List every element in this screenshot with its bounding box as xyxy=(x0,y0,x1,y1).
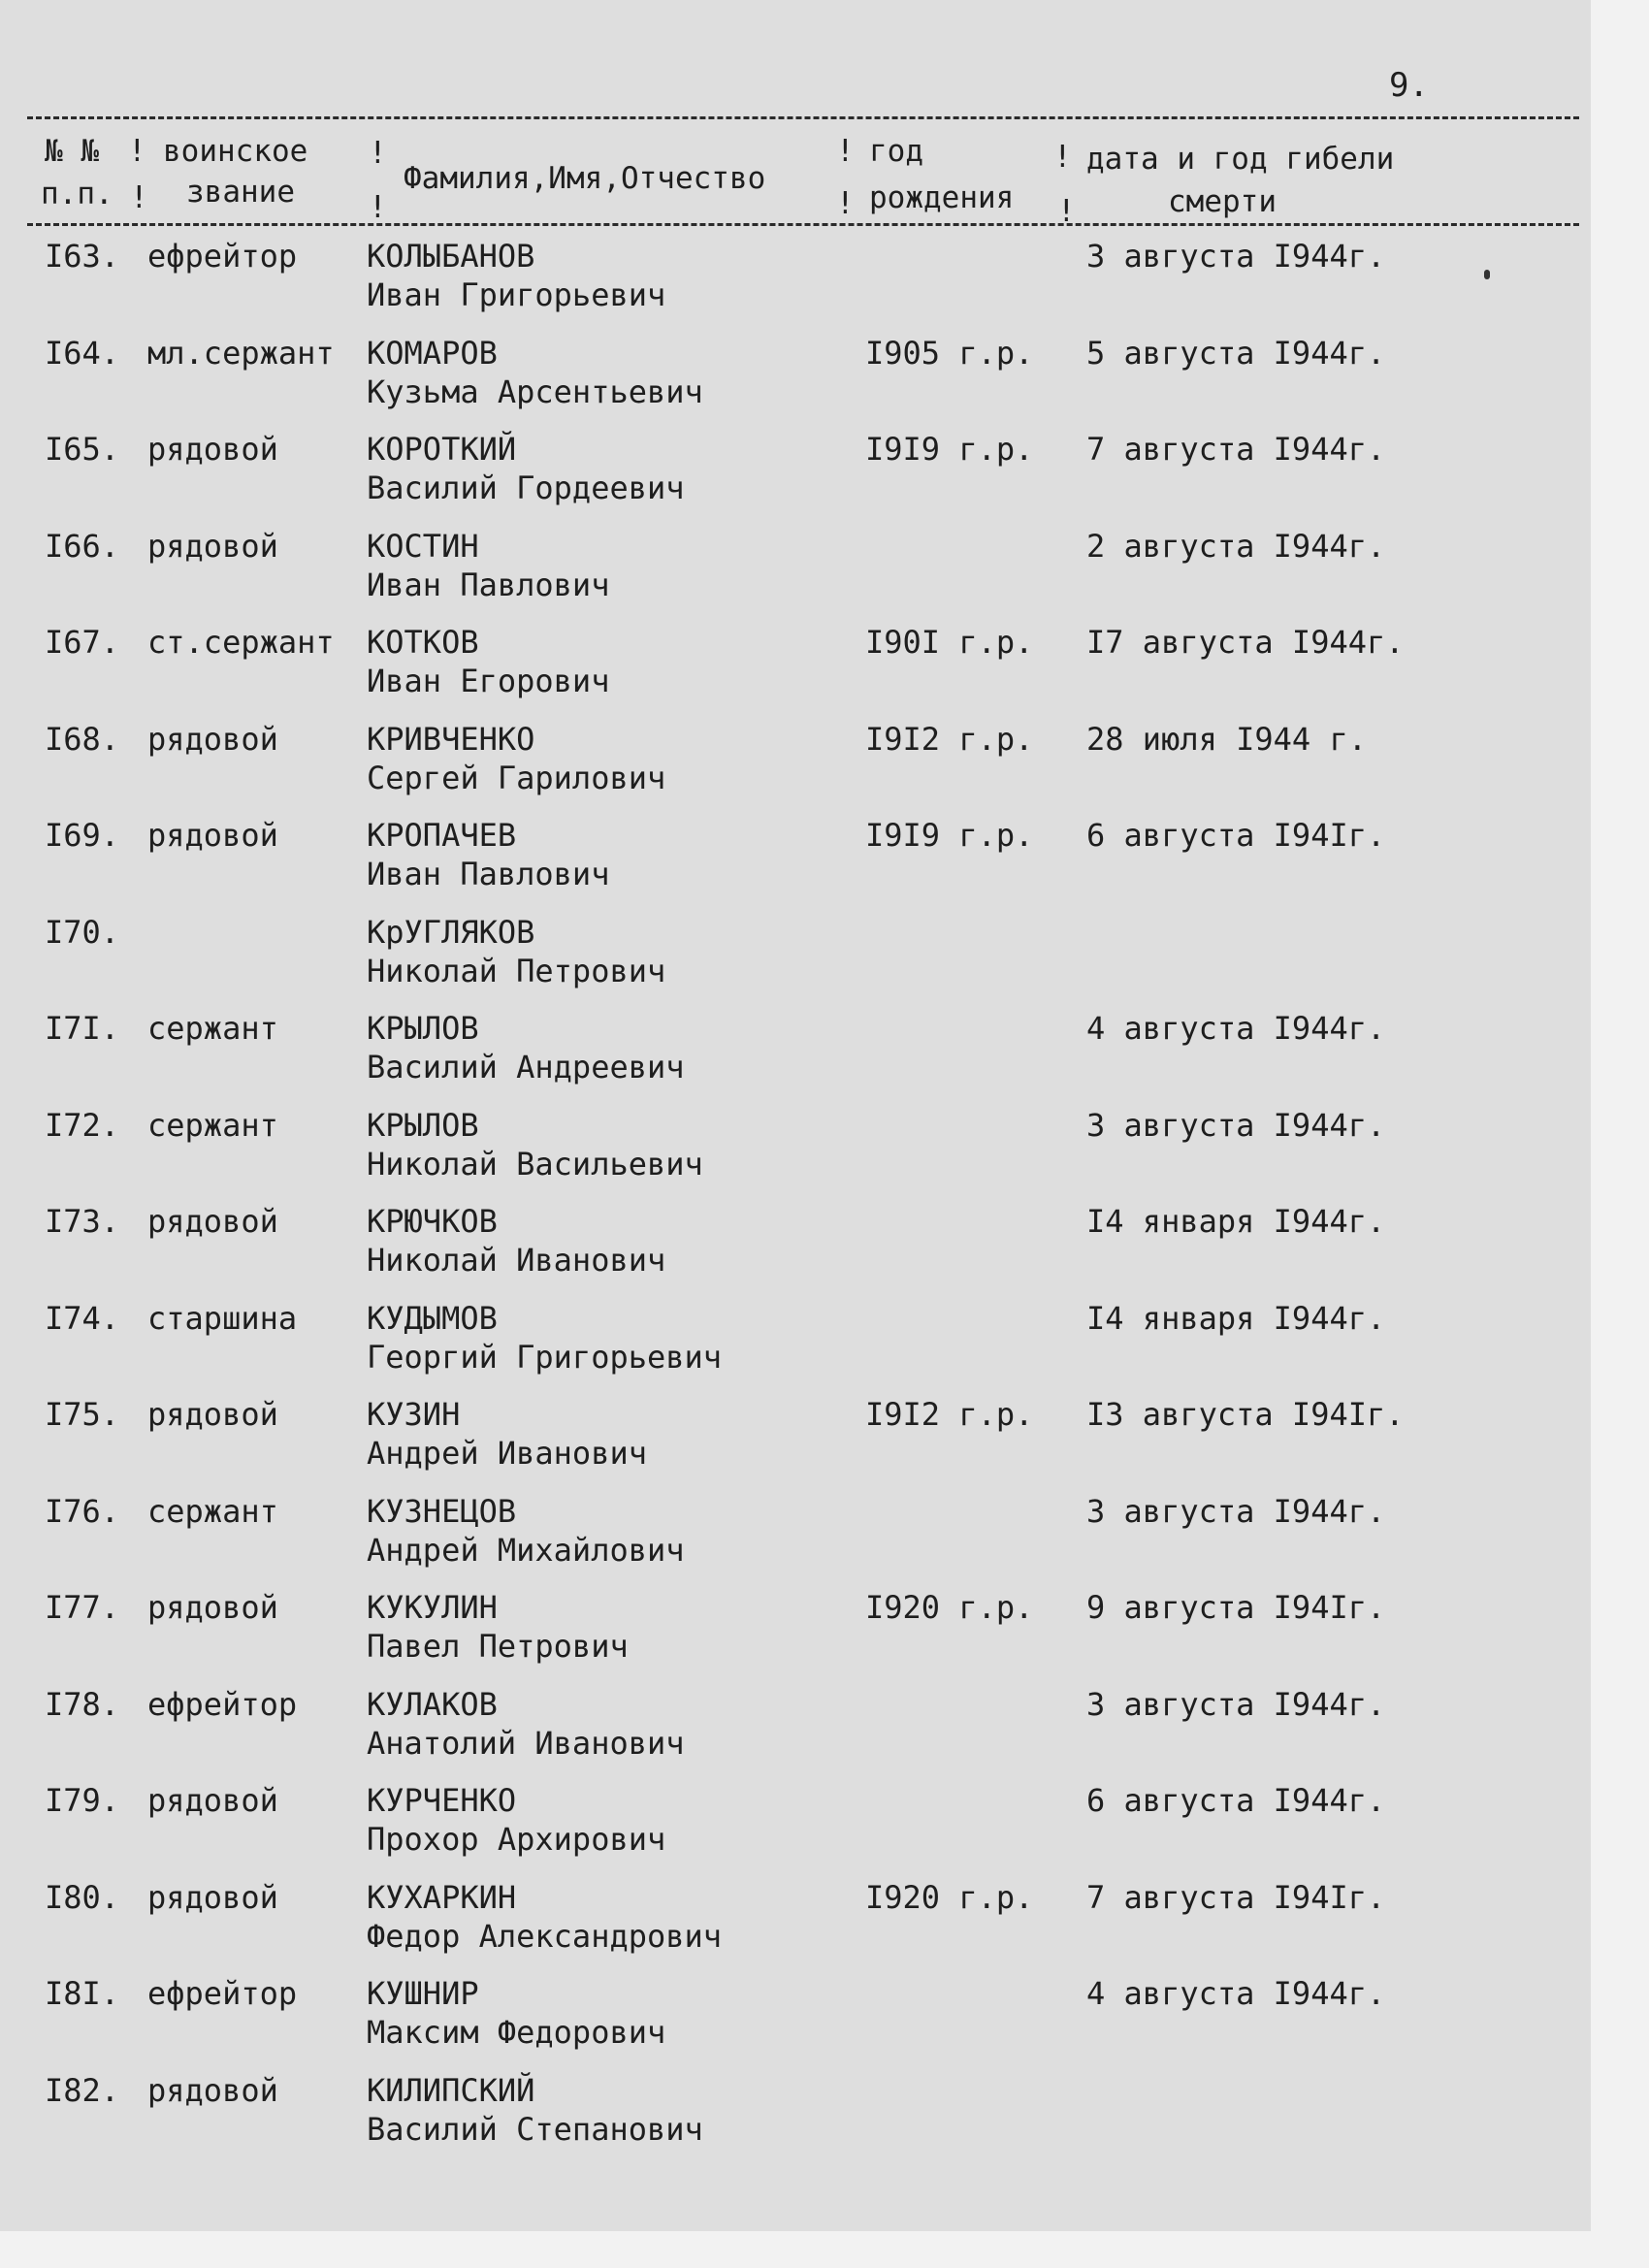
entry-rank: рядовой xyxy=(147,528,278,565)
entry-given-names: Андрей Иванович xyxy=(367,1435,647,1472)
header-rank-line1: воинское xyxy=(163,134,308,169)
entry-given-names: Анатолий Иванович xyxy=(367,1725,685,1762)
entry-rank: рядовой xyxy=(147,1203,278,1240)
entry-rank: ефрейтор xyxy=(147,1975,298,2012)
entry-given-names: Андрей Михайлович xyxy=(367,1532,685,1569)
entry-surname: КУКУЛИН xyxy=(367,1589,498,1626)
header-year-line2: рождения xyxy=(869,180,1015,215)
header-num-line1: № № xyxy=(45,134,99,169)
entry-given-names: Василий Степанович xyxy=(367,2111,703,2148)
entry-rank: рядовой xyxy=(147,1782,278,1819)
header-separator: ! xyxy=(1053,140,1072,175)
header-name: Фамилия,Имя,Отчество xyxy=(404,161,766,196)
entry-rank: сержант xyxy=(147,1107,278,1144)
entry-rank: сержант xyxy=(147,1493,278,1530)
entry-death-date: 6 августа I944г. xyxy=(1086,1782,1386,1819)
entry-rank: мл.сержант xyxy=(147,335,335,372)
entry-given-names: Иван Григорьевич xyxy=(367,276,666,313)
entry-birth-year: I9I2 г.р. xyxy=(865,721,1034,758)
entry-given-names: Иван Павлович xyxy=(367,567,610,603)
entry-number: I63. xyxy=(45,238,120,275)
entry-surname: КОМАРОВ xyxy=(367,335,498,372)
table-row xyxy=(0,1588,1591,1685)
entry-given-names: Иван Павлович xyxy=(367,856,610,892)
entry-number: I65. xyxy=(45,431,120,468)
entry-rank: рядовой xyxy=(147,1589,278,1626)
entry-rank: ефрейтор xyxy=(147,1686,298,1723)
entry-death-date: 3 августа I944г. xyxy=(1086,1107,1386,1144)
entry-number: I70. xyxy=(45,914,120,951)
table-row xyxy=(0,1299,1591,1396)
entry-death-date: I4 января I944г. xyxy=(1086,1203,1386,1240)
header-separator: ! xyxy=(836,134,855,169)
entry-birth-year: I920 г.р. xyxy=(865,1589,1034,1626)
entry-number: I75. xyxy=(45,1396,120,1433)
entry-given-names: Федор Александрович xyxy=(367,1918,723,1955)
entry-rank: сержант xyxy=(147,1010,278,1047)
entry-given-names: Георгий Григорьевич xyxy=(367,1339,723,1376)
entry-given-names: Василий Андреевич xyxy=(367,1049,685,1085)
entry-number: I72. xyxy=(45,1107,120,1144)
entry-death-date: I3 августа I94Iг. xyxy=(1086,1396,1405,1433)
header-rule-bottom xyxy=(27,223,1579,226)
entry-rank: старшина xyxy=(147,1300,298,1337)
table-row xyxy=(0,237,1591,334)
entry-death-date: I4 января I944г. xyxy=(1086,1300,1386,1337)
entry-given-names: Николай Петрович xyxy=(367,953,666,989)
entry-number: I64. xyxy=(45,335,120,372)
entry-birth-year: I905 г.р. xyxy=(865,335,1034,372)
entry-number: I69. xyxy=(45,817,120,854)
header-date-line1: дата и год гибели xyxy=(1086,142,1395,177)
entry-death-date: 4 августа I944г. xyxy=(1086,1010,1386,1047)
table-row xyxy=(0,2071,1591,2168)
entry-surname: КУЗНЕЦОВ xyxy=(367,1493,517,1530)
entry-death-date: 28 июля I944 г. xyxy=(1086,721,1367,758)
header-rank-line2: звание xyxy=(186,175,295,210)
table-row xyxy=(0,1202,1591,1299)
entry-death-date: 9 августа I94Iг. xyxy=(1086,1589,1386,1626)
entry-number: I67. xyxy=(45,624,120,661)
header-num-line2: п.п. xyxy=(41,177,113,211)
entry-birth-year: I9I9 г.р. xyxy=(865,817,1034,854)
entry-number: I74. xyxy=(45,1300,120,1337)
table-row xyxy=(0,720,1591,817)
entry-given-names: Иван Егорович xyxy=(367,663,610,699)
entry-surname: КУЛАКОВ xyxy=(367,1686,498,1723)
table-row xyxy=(0,1009,1591,1106)
table-row xyxy=(0,816,1591,913)
entry-death-date: 2 августа I944г. xyxy=(1086,528,1386,565)
entry-number: I73. xyxy=(45,1203,120,1240)
entry-death-date: 5 августа I944г. xyxy=(1086,335,1386,372)
entry-surname: КОТКОВ xyxy=(367,624,479,661)
entry-rank: рядовой xyxy=(147,721,278,758)
scan-margin-bottom xyxy=(0,2231,1649,2268)
entry-death-date: 7 августа I944г. xyxy=(1086,431,1386,468)
entry-surname: КОСТИН xyxy=(367,528,479,565)
entry-rank: рядовой xyxy=(147,1396,278,1433)
entry-rank: рядовой xyxy=(147,817,278,854)
header-separator: ! xyxy=(128,134,146,169)
entry-rank: рядовой xyxy=(147,431,278,468)
entry-given-names: Максим Федорович xyxy=(367,2014,666,2051)
entry-surname: КУРЧЕНКО xyxy=(367,1782,517,1819)
entry-rank: рядовой xyxy=(147,2072,278,2109)
header-date-line2: смерти xyxy=(1168,184,1277,219)
entry-death-date: 7 августа I94Iг. xyxy=(1086,1879,1386,1916)
entry-surname: КУЗИН xyxy=(367,1396,461,1433)
entry-rank: ст.сержант xyxy=(147,624,335,661)
entry-surname: КИЛИПСКИЙ xyxy=(367,2072,535,2109)
header-rule-top xyxy=(27,116,1579,119)
entry-surname: КрУГЛЯКОВ xyxy=(367,914,535,951)
entry-surname: КУДЫМОВ xyxy=(367,1300,498,1337)
entry-number: I78. xyxy=(45,1686,120,1723)
entry-given-names: Павел Петрович xyxy=(367,1628,629,1665)
page-number: 9. xyxy=(1389,66,1429,105)
entry-surname: КРЮЧКОВ xyxy=(367,1203,498,1240)
entry-given-names: Сергей Гарилович xyxy=(367,760,666,796)
header-separator: ! xyxy=(369,190,387,225)
header-year-line1: год xyxy=(869,134,923,169)
entry-birth-year: I920 г.р. xyxy=(865,1879,1034,1916)
entry-surname: КРОПАЧЕВ xyxy=(367,817,517,854)
entry-number: I80. xyxy=(45,1879,120,1916)
table-row xyxy=(0,527,1591,624)
entry-surname: КУХАРКИН xyxy=(367,1879,517,1916)
entry-number: I77. xyxy=(45,1589,120,1626)
entry-surname: КУШНИР xyxy=(367,1975,479,2012)
entry-rank: рядовой xyxy=(147,1879,278,1916)
entry-given-names: Николай Иванович xyxy=(367,1242,666,1279)
table-row xyxy=(0,430,1591,527)
entry-number: I82. xyxy=(45,2072,120,2109)
entry-death-date: 3 августа I944г. xyxy=(1086,238,1386,275)
header-separator: ! xyxy=(1057,194,1076,229)
table-row xyxy=(0,913,1591,1010)
header-separator: ! xyxy=(369,136,387,171)
entry-death-date: I7 августа I944г. xyxy=(1086,624,1405,661)
entry-number: I76. xyxy=(45,1493,120,1530)
entry-death-date: 4 августа I944г. xyxy=(1086,1975,1386,2012)
header-separator: ! xyxy=(836,186,855,221)
table-row xyxy=(0,623,1591,720)
table-row xyxy=(0,1106,1591,1203)
entry-given-names: Василий Гордеевич xyxy=(367,470,685,506)
table-row xyxy=(0,1395,1591,1492)
entry-death-date: 6 августа I94Iг. xyxy=(1086,817,1386,854)
entry-number: I7I. xyxy=(45,1010,120,1047)
table-row xyxy=(0,1974,1591,2071)
entry-number: I8I. xyxy=(45,1975,120,2012)
entry-number: I79. xyxy=(45,1782,120,1819)
table-row xyxy=(0,334,1591,431)
entry-number: I68. xyxy=(45,721,120,758)
entry-birth-year: I9I2 г.р. xyxy=(865,1396,1034,1433)
entry-birth-year: I9I9 г.р. xyxy=(865,431,1034,468)
entry-given-names: Прохор Архирович xyxy=(367,1821,666,1858)
entry-number: I66. xyxy=(45,528,120,565)
entry-rank: ефрейтор xyxy=(147,238,298,275)
header-separator: ! xyxy=(130,180,148,215)
scan-margin-right xyxy=(1591,0,1649,2268)
table-row xyxy=(0,1492,1591,1589)
entry-birth-year: I90I г.р. xyxy=(865,624,1034,661)
table-row xyxy=(0,1878,1591,1975)
entry-death-date: 3 августа I944г. xyxy=(1086,1686,1386,1723)
entry-given-names: Кузьма Арсентьевич xyxy=(367,373,703,410)
entry-surname: КРЫЛОВ xyxy=(367,1010,479,1047)
entry-given-names: Николай Васильевич xyxy=(367,1146,703,1183)
entry-surname: КОРОТКИЙ xyxy=(367,431,517,468)
table-row xyxy=(0,1685,1591,1782)
table-row xyxy=(0,1781,1591,1878)
entry-death-date: 3 августа I944г. xyxy=(1086,1493,1386,1530)
entry-surname: КОЛЫБАНОВ xyxy=(367,238,535,275)
entry-surname: КРЫЛОВ xyxy=(367,1107,479,1144)
entry-surname: КРИВЧЕНКО xyxy=(367,721,535,758)
